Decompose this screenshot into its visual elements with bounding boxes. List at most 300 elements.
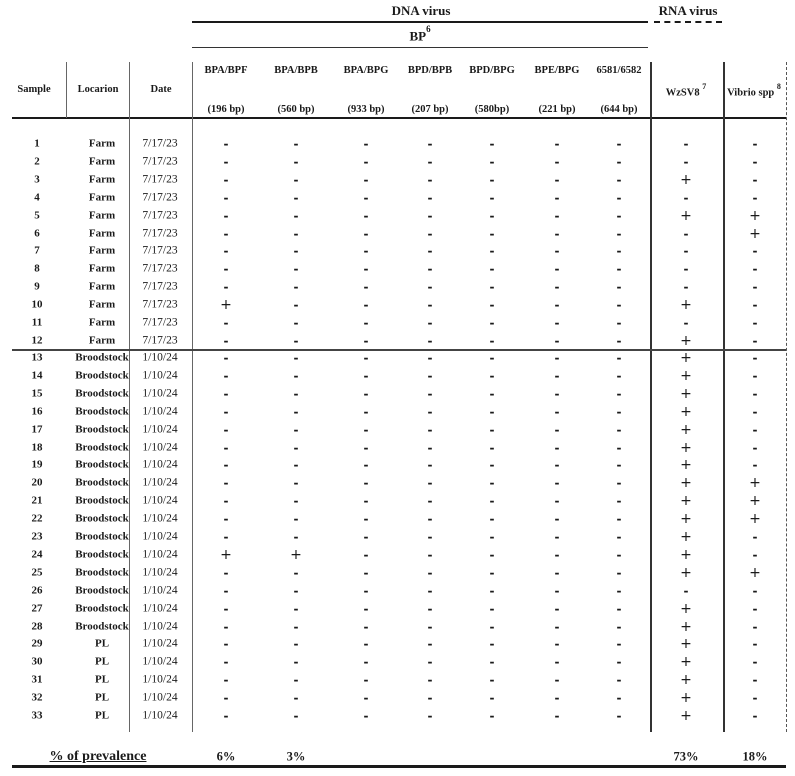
location: Farm — [88, 280, 116, 293]
sample-id: 14 — [31, 369, 43, 382]
result-negative: - — [554, 262, 560, 277]
result-negative: - — [363, 280, 369, 295]
sample-id: 23 — [31, 530, 43, 543]
location: Broodstock — [75, 548, 129, 561]
result-negative: - — [752, 458, 758, 473]
result-negative: - — [554, 190, 560, 205]
result-negative: - — [616, 172, 622, 187]
result-negative: - — [293, 137, 299, 151]
result-negative: - — [616, 137, 622, 151]
location: Broodstock — [75, 620, 129, 632]
result-negative: - — [427, 440, 433, 455]
result-negative: - — [616, 404, 622, 419]
sample-id: 27 — [31, 602, 43, 615]
result-positive: + — [680, 546, 692, 563]
result-positive: + — [680, 439, 692, 456]
result-negative: - — [223, 404, 229, 419]
result-negative: - — [223, 565, 229, 580]
result-negative: - — [293, 476, 299, 491]
result-negative: - — [363, 691, 369, 706]
result-negative: - — [223, 655, 229, 670]
location: Broodstock — [75, 387, 129, 400]
result-negative: - — [363, 333, 369, 348]
result-negative: - — [223, 422, 229, 437]
result-negative: - — [683, 262, 689, 277]
result-negative: - — [752, 601, 758, 616]
result-negative: - — [752, 262, 758, 277]
result-negative: - — [489, 154, 495, 169]
result-positive: + — [680, 367, 692, 384]
result-negative: - — [293, 244, 299, 259]
location: Broodstock — [75, 602, 129, 615]
result-negative: - — [293, 637, 299, 652]
col-header-assay-size: (207 bp) — [411, 104, 449, 115]
result-positive: + — [680, 636, 692, 653]
date: 1/10/24 — [142, 709, 178, 722]
result-negative: - — [752, 691, 758, 706]
date: 7/17/23 — [142, 190, 178, 203]
date: 1/10/24 — [142, 673, 178, 686]
result-negative: - — [554, 172, 560, 187]
result-negative: - — [554, 404, 560, 419]
result-negative: - — [616, 655, 622, 670]
result-negative: - — [363, 386, 369, 401]
result-negative: - — [363, 404, 369, 419]
result-negative: - — [616, 494, 622, 509]
prevalence-value: 73% — [673, 749, 699, 764]
result-negative: - — [554, 655, 560, 670]
result-negative: - — [752, 619, 758, 634]
col-header-location: Locarion — [77, 84, 119, 95]
result-negative: - — [427, 655, 433, 670]
col-header-assay-size: (580bp) — [474, 104, 510, 115]
date: 1/10/24 — [142, 512, 178, 525]
result-positive: + — [680, 207, 692, 224]
prevalence-label: % of prevalence — [49, 749, 147, 764]
group-separator-rule — [12, 349, 786, 351]
result-positive: + — [220, 297, 232, 314]
result-negative: - — [427, 154, 433, 169]
date: 1/10/24 — [142, 387, 178, 400]
sample-location-divider — [66, 62, 67, 118]
location: Broodstock — [75, 441, 129, 453]
sample-id: 3 — [34, 173, 40, 186]
result-negative: - — [363, 565, 369, 580]
sample-id: 9 — [34, 280, 40, 293]
result-negative: - — [683, 280, 689, 295]
result-negative: - — [427, 709, 433, 723]
location: PL — [94, 655, 110, 668]
result-negative: - — [489, 691, 495, 706]
date: 7/17/23 — [142, 173, 178, 186]
result-negative: - — [554, 137, 560, 151]
result-positive: + — [220, 546, 232, 563]
right-dashed-border — [786, 62, 787, 732]
result-negative: - — [293, 404, 299, 419]
result-negative: - — [616, 458, 622, 473]
result-negative: - — [554, 333, 560, 348]
date: 7/17/23 — [142, 208, 178, 221]
result-negative: - — [223, 172, 229, 187]
result-negative: - — [489, 637, 495, 652]
result-negative: - — [616, 691, 622, 706]
col-header-assay-size: (221 bp) — [538, 104, 576, 115]
location: Farm — [88, 334, 116, 347]
result-negative: - — [427, 262, 433, 277]
result-negative: - — [616, 351, 622, 365]
result-negative: - — [363, 709, 369, 723]
result-negative: - — [223, 386, 229, 401]
location: Farm — [88, 155, 116, 168]
result-positive: + — [680, 511, 692, 528]
result-negative: - — [616, 298, 622, 313]
sample-id: 16 — [31, 405, 43, 418]
col-header-assay: BPA/BPG — [343, 65, 389, 76]
result-negative: - — [427, 583, 433, 598]
date: 1/10/24 — [142, 476, 178, 489]
sample-id: 33 — [31, 709, 43, 722]
sample-id: 4 — [34, 191, 40, 204]
result-negative: - — [427, 565, 433, 580]
result-negative: - — [683, 226, 689, 241]
date: 1/10/24 — [142, 655, 178, 668]
result-negative: - — [293, 351, 299, 365]
col-header-date: Date — [150, 84, 172, 95]
result-negative: - — [363, 601, 369, 616]
result-negative: - — [427, 404, 433, 419]
result-negative: - — [427, 298, 433, 313]
result-negative: - — [427, 244, 433, 259]
result-negative: - — [752, 530, 758, 544]
result-negative: - — [363, 655, 369, 670]
col-header-sample: Sample — [17, 84, 51, 95]
date: 7/17/23 — [142, 226, 178, 239]
result-negative: - — [683, 583, 689, 598]
result-negative: - — [427, 512, 433, 527]
result-negative: - — [293, 208, 299, 223]
sample-id: 31 — [31, 673, 43, 686]
location: Broodstock — [75, 494, 129, 507]
result-positive: + — [749, 511, 761, 528]
location: Farm — [88, 191, 116, 204]
rna-virus-header: RNA virus — [658, 3, 718, 18]
result-negative: - — [293, 386, 299, 401]
result-negative: - — [223, 673, 229, 688]
result-negative: - — [293, 190, 299, 205]
result-negative: - — [554, 458, 560, 473]
result-negative: - — [489, 172, 495, 187]
result-negative: - — [363, 440, 369, 455]
result-negative: - — [363, 422, 369, 437]
result-negative: - — [554, 154, 560, 169]
dna-rna-divider — [650, 62, 652, 732]
date: 1/10/24 — [142, 494, 178, 507]
result-negative: - — [293, 565, 299, 580]
result-negative: - — [363, 530, 369, 544]
result-negative: - — [427, 547, 433, 562]
result-negative: - — [293, 298, 299, 313]
result-negative: - — [293, 512, 299, 527]
result-negative: - — [293, 601, 299, 616]
result-negative: - — [489, 547, 495, 562]
rna-virus-dashed-rule — [654, 21, 722, 23]
sample-id: 28 — [31, 620, 43, 632]
result-negative: - — [293, 673, 299, 688]
result-negative: - — [223, 619, 229, 634]
result-negative: - — [752, 280, 758, 295]
result-negative: - — [427, 208, 433, 223]
result-negative: - — [752, 316, 758, 330]
sample-id: 29 — [31, 637, 43, 650]
result-positive: + — [749, 493, 761, 510]
result-negative: - — [616, 673, 622, 688]
result-positive: + — [680, 618, 692, 635]
location: Broodstock — [75, 369, 129, 382]
result-negative: - — [427, 368, 433, 383]
result-negative: - — [489, 673, 495, 688]
sample-id: 12 — [31, 334, 43, 347]
result-negative: - — [363, 458, 369, 473]
location: PL — [94, 691, 110, 704]
result-negative: - — [752, 637, 758, 652]
bp-header — [409, 24, 431, 44]
result-negative: - — [427, 530, 433, 544]
result-negative: - — [683, 190, 689, 205]
result-positive: + — [680, 332, 692, 349]
location: Farm — [88, 137, 116, 150]
result-negative: - — [223, 458, 229, 473]
result-positive: + — [749, 207, 761, 224]
result-negative: - — [616, 601, 622, 616]
result-negative: - — [616, 154, 622, 169]
sample-id: 26 — [31, 584, 43, 597]
col-header-assay-size: (196 bp) — [207, 104, 245, 115]
date: 1/10/24 — [142, 458, 178, 471]
result-negative: - — [616, 709, 622, 723]
result-negative: - — [363, 172, 369, 187]
result-negative: - — [363, 619, 369, 634]
result-positive: + — [680, 564, 692, 581]
result-negative: - — [752, 709, 758, 723]
result-negative: - — [554, 512, 560, 527]
result-negative: - — [616, 244, 622, 259]
sample-id: 17 — [31, 423, 43, 436]
result-negative: - — [489, 351, 495, 365]
result-negative: - — [293, 172, 299, 187]
result-negative: - — [752, 154, 758, 169]
table-bottom-rule — [12, 765, 786, 768]
result-positive: + — [680, 708, 692, 724]
result-negative: - — [363, 494, 369, 509]
result-negative: - — [554, 673, 560, 688]
result-negative: - — [489, 386, 495, 401]
result-positive: + — [680, 690, 692, 707]
date: 1/10/24 — [142, 351, 178, 364]
location: Farm — [88, 209, 116, 222]
location: Broodstock — [75, 405, 129, 418]
result-negative: - — [554, 476, 560, 491]
result-negative: - — [363, 368, 369, 383]
result-negative: - — [363, 137, 369, 151]
result-negative: - — [752, 422, 758, 437]
result-negative: - — [223, 494, 229, 509]
location: Farm — [88, 227, 116, 239]
sample-id: 11 — [31, 316, 43, 329]
sample-id: 13 — [31, 351, 43, 364]
date: 1/10/24 — [142, 619, 178, 632]
result-negative: - — [223, 637, 229, 652]
result-negative: - — [363, 673, 369, 688]
result-positive: + — [680, 600, 692, 617]
result-negative: - — [554, 280, 560, 295]
result-negative: - — [223, 440, 229, 455]
result-negative: - — [363, 244, 369, 259]
prevalence-value: 6% — [216, 749, 236, 764]
result-negative: - — [752, 404, 758, 419]
result-negative: - — [363, 154, 369, 169]
result-negative: - — [427, 422, 433, 437]
wzsv8-label: WzSV8 — [665, 87, 700, 99]
result-negative: - — [752, 137, 758, 151]
result-negative: - — [554, 226, 560, 241]
result-positive: + — [749, 564, 761, 581]
result-positive: + — [680, 350, 692, 366]
result-negative: - — [752, 583, 758, 598]
result-negative: - — [752, 172, 758, 187]
result-negative: - — [427, 458, 433, 473]
result-negative: - — [489, 333, 495, 348]
result-negative: - — [554, 316, 560, 330]
result-negative: - — [363, 476, 369, 491]
result-negative: - — [293, 709, 299, 723]
result-negative: - — [427, 316, 433, 330]
result-negative: - — [554, 494, 560, 509]
date: 1/10/24 — [142, 422, 178, 435]
result-negative: - — [427, 476, 433, 491]
result-negative: - — [363, 637, 369, 652]
result-negative: - — [427, 494, 433, 509]
result-negative: - — [616, 619, 622, 634]
result-negative: - — [293, 619, 299, 634]
result-negative: - — [616, 530, 622, 544]
result-negative: - — [683, 244, 689, 259]
result-positive: + — [680, 297, 692, 314]
result-negative: - — [554, 386, 560, 401]
result-negative: - — [616, 190, 622, 205]
result-negative: - — [554, 351, 560, 365]
result-negative: - — [223, 583, 229, 598]
result-negative: - — [293, 655, 299, 670]
date: 7/17/23 — [142, 316, 178, 329]
bp-footnote: 6 — [426, 24, 431, 34]
result-negative: - — [616, 476, 622, 491]
result-negative: - — [489, 262, 495, 277]
sample-id: 7 — [34, 244, 40, 257]
result-negative: - — [363, 226, 369, 241]
wzsv8-footnote: 7 — [702, 82, 707, 91]
result-negative: - — [616, 280, 622, 295]
col-header-assay-size: (933 bp) — [347, 104, 385, 115]
date: 7/17/23 — [142, 137, 178, 150]
result-negative: - — [223, 316, 229, 330]
location: PL — [94, 709, 110, 722]
result-negative: - — [489, 422, 495, 437]
result-negative: - — [554, 583, 560, 598]
result-negative: - — [683, 137, 689, 151]
result-positive: + — [680, 403, 692, 420]
result-negative: - — [554, 440, 560, 455]
result-negative: - — [293, 494, 299, 509]
result-negative: - — [223, 512, 229, 527]
sample-id: 20 — [31, 476, 43, 489]
result-negative: - — [616, 565, 622, 580]
date-assay-divider — [192, 62, 193, 732]
sample-id: 1 — [34, 137, 40, 150]
result-negative: - — [616, 583, 622, 598]
result-negative: - — [223, 137, 229, 151]
result-negative: - — [489, 565, 495, 580]
result-negative: - — [489, 244, 495, 259]
location: Broodstock — [75, 423, 129, 436]
col-header-assay: 6581/6582 — [596, 65, 642, 76]
result-negative: - — [616, 226, 622, 241]
result-positive: + — [680, 529, 692, 545]
date: 7/17/23 — [142, 244, 178, 257]
result-negative: - — [223, 368, 229, 383]
result-negative: - — [616, 637, 622, 652]
result-negative: - — [223, 154, 229, 169]
result-negative: - — [616, 547, 622, 562]
result-negative: - — [223, 280, 229, 295]
result-negative: - — [223, 709, 229, 723]
result-negative: - — [223, 333, 229, 348]
result-negative: - — [293, 262, 299, 277]
sample-id: 30 — [31, 655, 43, 668]
result-negative: - — [616, 440, 622, 455]
result-positive: + — [680, 385, 692, 402]
date: 7/17/23 — [142, 280, 178, 293]
result-negative: - — [363, 190, 369, 205]
col-header-assay: BPD/BPG — [469, 65, 515, 76]
col-header-assay-size: (560 bp) — [277, 104, 315, 115]
location: Broodstock — [75, 476, 129, 489]
vibrio-label: Vibrio spp — [727, 87, 775, 99]
result-negative: - — [363, 262, 369, 277]
result-negative: - — [489, 137, 495, 151]
result-negative: - — [489, 601, 495, 616]
result-negative: - — [293, 368, 299, 383]
result-negative: - — [293, 583, 299, 598]
bp-label: BP — [409, 28, 427, 44]
result-negative: - — [427, 137, 433, 151]
prevalence-value: 3% — [286, 749, 306, 764]
location: Broodstock — [75, 566, 129, 579]
sample-id: 2 — [34, 155, 40, 168]
sample-id: 8 — [34, 262, 40, 275]
result-negative: - — [554, 422, 560, 437]
result-negative: - — [489, 655, 495, 670]
location: PL — [94, 637, 110, 650]
result-negative: - — [427, 280, 433, 295]
location: Farm — [88, 298, 116, 311]
result-negative: - — [363, 298, 369, 313]
location: Farm — [88, 262, 116, 275]
result-positive: + — [680, 457, 692, 474]
result-positive: + — [290, 546, 302, 563]
result-positive: + — [749, 475, 761, 492]
location: Broodstock — [75, 458, 129, 471]
result-negative: - — [489, 368, 495, 383]
